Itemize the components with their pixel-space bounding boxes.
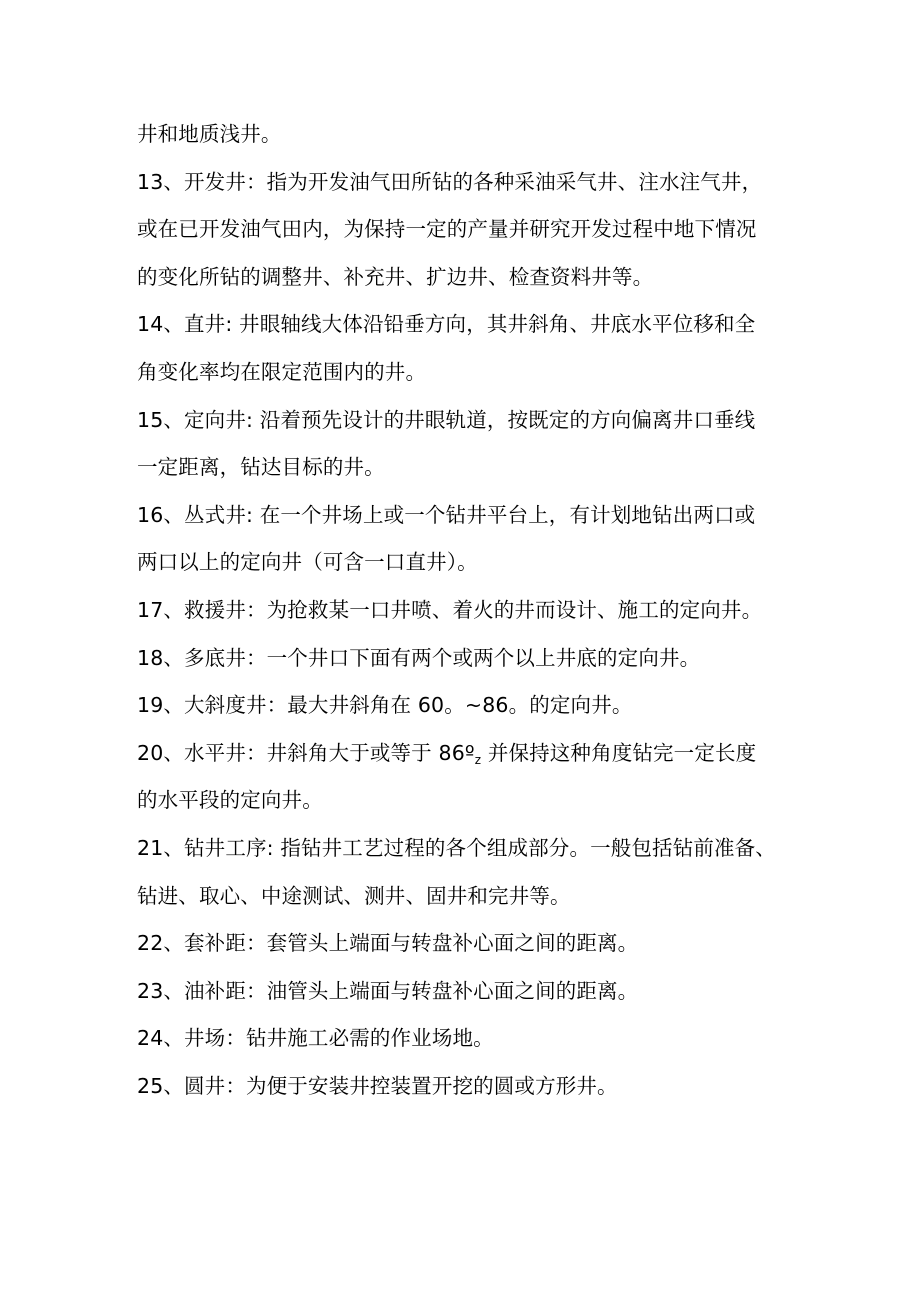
text-line: 17、救援井：为抢救某一口井喷、着火的井而设计、施工的定向井。 (137, 597, 763, 622)
text-line-20 (137, 730, 797, 778)
text-line: 23、油补距：油管头上端面与转盘补心面之间的距离。 (137, 978, 639, 1003)
text-line: 14、直井: 井眼轴线大体沿铅垂方向，其井斜角、井底水平位移和全 (137, 312, 756, 337)
line-20-after: 并保持这种角度钻完一定长度 (481, 740, 757, 765)
text-line: 21、钻井工序: 指钻井工艺过程的各个组成部分。一般包括钻前准备、 (137, 835, 776, 860)
document-body (137, 111, 797, 1110)
text-line: 一定距离，钻达目标的井。 (137, 455, 385, 480)
text-line: 钻进、取心、中途测试、测井、固井和完井等。 (137, 883, 571, 908)
text-line: 的水平段的定向井。 (137, 788, 323, 813)
text-line: 19、大斜度井：最大井斜角在 60。~86。的定向井。 (137, 693, 633, 718)
text-line: 24、井场：钻井施工必需的作业场地。 (137, 1026, 494, 1051)
text-line: 18、多底井：一个井口下面有两个或两个以上井底的定向井。 (137, 645, 701, 670)
text-line: 16、丛式井: 在一个井场上或一个钻井平台上，有计划地钻出两口或 (137, 502, 756, 527)
text-line: 的变化所钻的调整井、补充井、扩边井、检查资料井等。 (137, 264, 654, 289)
text-line: 角变化率均在限定范围内的井。 (137, 359, 427, 384)
line-20-subscript: z (474, 752, 482, 767)
text-line: 15、定向井: 沿着预先设计的井眼轨道，按既定的方向偏离井口垂线 (137, 407, 756, 432)
text-line: 两口以上的定向井（可含一口直井）。 (137, 550, 478, 575)
text-line: 或在已开发油气田内，为保持一定的产量并研究开发过程中地下情况 (137, 217, 757, 242)
text-line: 25、圆井：为便于安装井控装置开挖的圆或方形井。 (137, 1073, 618, 1098)
text-line: 13、开发井：指为开发油气田所钻的各种采油采气井、注水注气井， (137, 169, 763, 194)
text-line: 井和地质浅井。 (137, 122, 282, 146)
text-line: 22、套补距：套管头上端面与转盘补心面之间的距离。 (137, 931, 639, 956)
line-20-before: 20、水平井：井斜角大于或等于 86º (137, 740, 475, 765)
